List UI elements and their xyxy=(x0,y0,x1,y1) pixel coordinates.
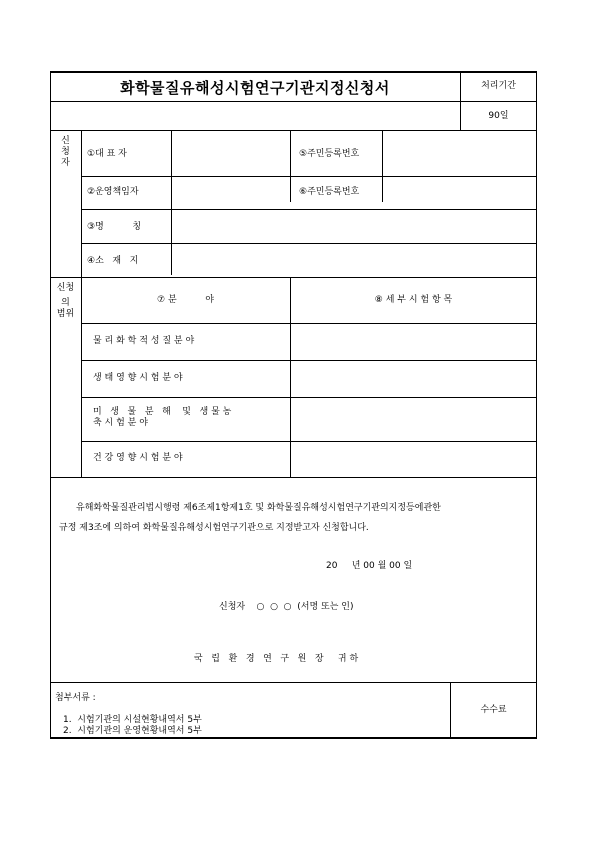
field-physical-chemical: 물 리 화 학 적 성 질 분 야 xyxy=(93,336,195,346)
statement-line-2: 규정 제3조에 의하여 화학물질유해성시험연구기관으로 지정받고자 신청합니다. xyxy=(59,523,369,533)
processing-period-label: 처리기간 xyxy=(481,81,516,91)
form-title: 화학물질유해성시험연구기관지정신청서 xyxy=(120,79,390,97)
address-label: ④소 재 지 xyxy=(87,256,139,266)
application-date: 20 년 00 월 00 일 xyxy=(326,561,413,571)
attachment-item-2: 2. 시험기관의 운영현황내역서 5부 xyxy=(63,726,202,736)
processing-period-value: 90일 xyxy=(488,111,509,121)
field-column-header: ⑦ 분 야 xyxy=(157,295,214,305)
applicant-signature: 신청자 ○ ○ ○ (서명 또는 인) xyxy=(219,602,354,612)
divider xyxy=(50,477,537,478)
field-ecological-effects: 생 태 영 향 시 험 분 야 xyxy=(93,373,183,383)
name-label: ③명 칭 xyxy=(87,222,142,232)
manager-label: ②운영책임자 xyxy=(87,187,139,197)
field-biodegradation-line2: 축 시 험 분 야 xyxy=(93,418,148,428)
divider xyxy=(171,130,172,275)
divider xyxy=(81,360,537,361)
field-biodegradation-line1: 미 생 물 분 해 및 생 물 농 xyxy=(93,407,232,417)
divider xyxy=(290,130,291,202)
divider xyxy=(290,277,291,477)
divider xyxy=(50,682,537,683)
attachment-item-1: 1. 시험기관의 시설현황내역서 5부 xyxy=(63,715,202,725)
divider xyxy=(81,176,537,177)
manager-id-label: ⑥주민등록번호 xyxy=(299,187,360,197)
divider xyxy=(50,130,537,131)
divider xyxy=(81,323,537,324)
detail-items-column-header: ⑧ 세 부 시 험 항 목 xyxy=(374,295,453,305)
fee-label: 수수료 xyxy=(480,705,507,715)
representative-label: ①대 표 자 xyxy=(87,149,127,159)
scope-side-label: 신청 의 범위 xyxy=(56,283,75,319)
representative-id-label: ⑤주민등록번호 xyxy=(299,149,360,159)
divider xyxy=(50,101,537,102)
divider xyxy=(50,277,537,278)
attachments-label: 첨부서류 : xyxy=(55,693,96,703)
divider xyxy=(81,441,537,442)
application-form xyxy=(50,71,537,739)
applicant-side-label: 신 청 자 xyxy=(61,136,70,168)
divider xyxy=(81,209,537,210)
form-border xyxy=(50,71,537,739)
divider xyxy=(81,397,537,398)
statement-line-1: 유해화학물질관리법시행령 제6조제1항제1호 및 화학물질유해성시험연구기관의지정등에관한 xyxy=(76,503,441,513)
divider xyxy=(81,243,537,244)
divider xyxy=(382,130,383,202)
recipient: 국 립 환 경 연 구 원 장 귀 하 xyxy=(194,654,359,664)
field-health-effects: 건 강 영 향 시 험 분 야 xyxy=(93,453,183,463)
